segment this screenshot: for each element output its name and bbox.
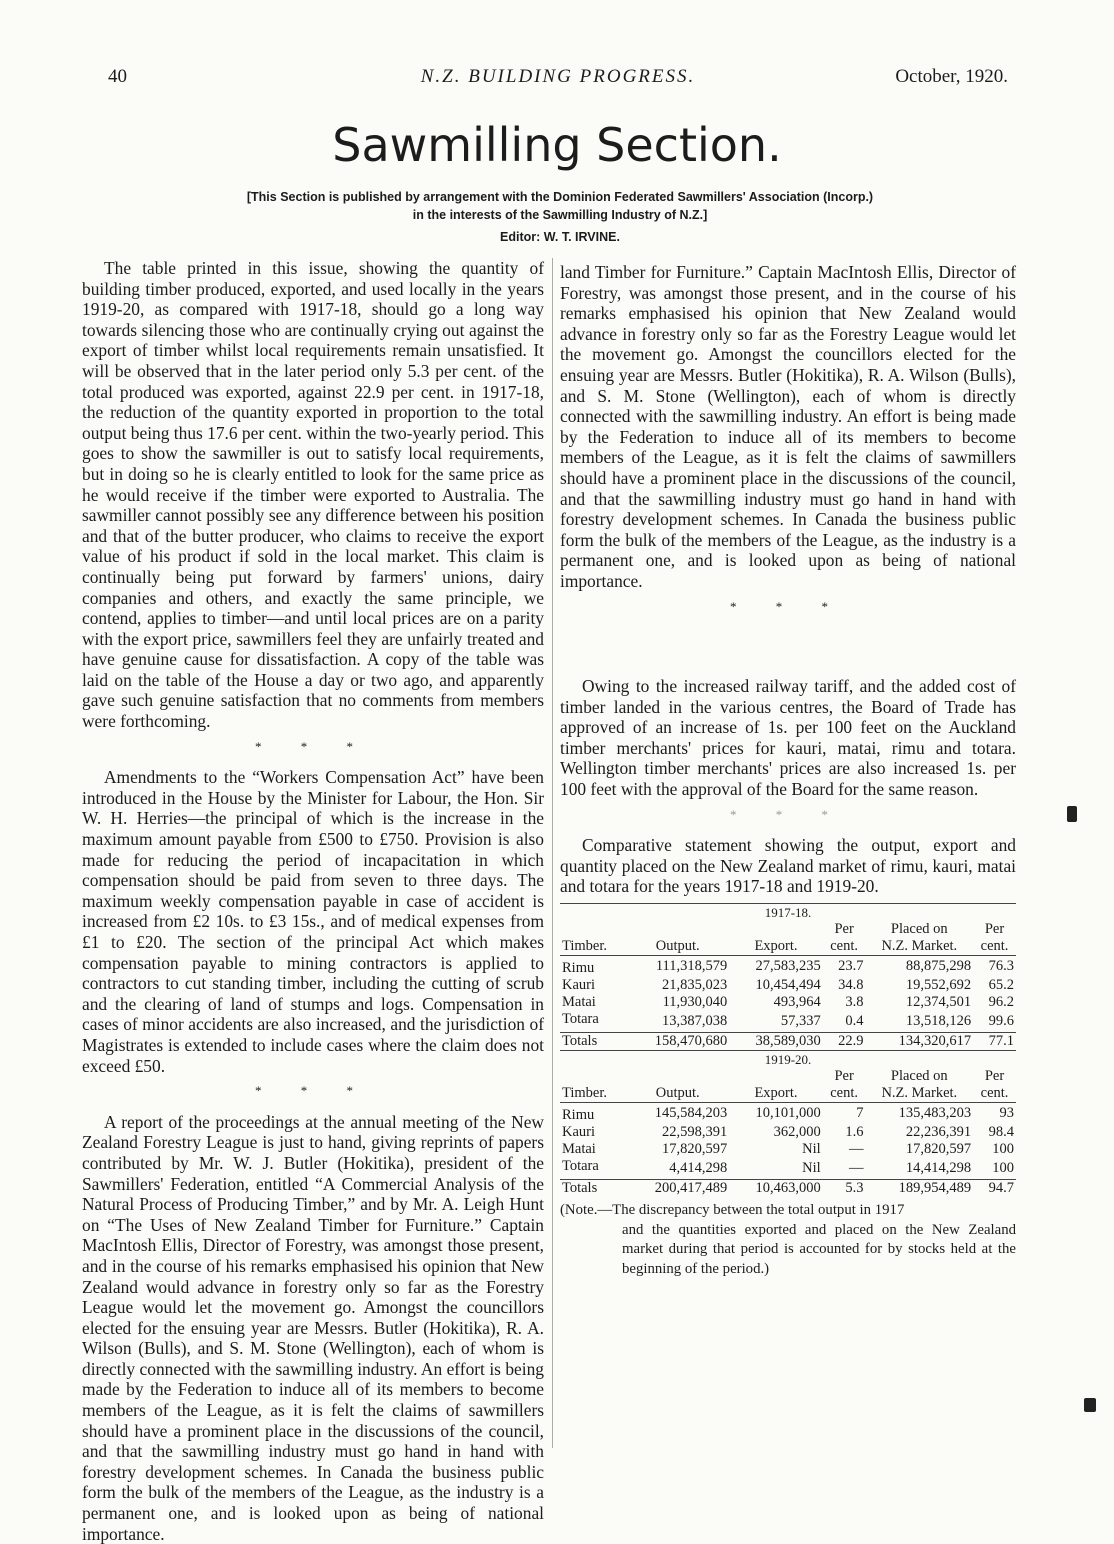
timber-comparison-table [560,903,1016,1197]
journal-title: N.Z. BUILDING PROGRESS. [420,66,696,87]
right-column-text [560,676,1016,1279]
col-header-output: Output. [626,1068,729,1103]
section-title: Sawmilling Section. [332,118,782,172]
column-divider [552,258,553,1448]
margin-ink-mark [1084,1398,1096,1412]
article-paragraph: A report of the proceedings at the annual meeting of the New Zealand Forestry League is just to hand, giving reprints of papers contributed by Mr. W. J. Butler (Hokitika), president of the Sawmillers' Federation, entitled “A Commercial Analysis of the Natural Process of Producing Timber,” and by Mr. A. Leigh Hunt on “The Uses of New Zealand Timber for Furniture.” Captain MacIntosh Ellis, Director of Forestry, was amongst those present, and in the course of his remarks emphasised his opinion that New Zealand would advance in forestry only so far as the Forestry League would let the movement go. Amongst the councillors elected for the ensuing year are Messrs. Butler (Hokitika), R. A. Wilson (Bulls), and S. M. Stone (Wellington), each of whom is directly connected with the sawmilling industry. An effort is being made by the Federation to induce all of its members to become members of the League, as it is felt the claims of sawmillers should have a prominent place in the discussions of the council, and that the sawmilling industry must go hand in hand with forestry development schemes. In Canada the business public form the bulk of the members of the League, as the industry is a permanent one, and is looked upon as being of national importance. [82,1111,544,1544]
col-header-placed: Placed on N.Z. Market. [866,921,974,956]
section-break: * * * [255,738,371,754]
table-row: Matai 17,820,597 Nil — 17,820,597 100 [562,1140,1014,1157]
article-paragraph-continued: land Timber for Furniture.” Captain MacIntosh Ellis, Director of Forestry, was amongst those present, and in the course of his remarks emphasised his opinion that New Zealand would advance in forestry only so far as the Forestry League would let the movement go. Amongst the councillors elected for the ensuing year are Messrs. Butler (Hokitika), R. A. Wilson (Bulls), and S. M. Stone (Wellington), each of whom is directly connected with the sawmilling industry. An effort is being made by the Federation to induce all of its members to become members of the League, as it is felt the claims of sawmillers should have a prominent place in the discussions of the council, and that the sawmilling industry must go hand in hand with forestry development schemes. In Canada the business public form the bulk of the members of the League, as the industry is a permanent one, and is looked upon as being of national importance. [560,262,1016,591]
page-number: 40 [108,66,127,87]
running-header [108,66,1008,96]
table-row: Rimu 111,318,579 27,583,235 23.7 88,875,298 76.3 [562,957,1014,976]
section-break: * * * [255,1083,371,1099]
margin-ink-mark [1067,806,1077,822]
col-header-export: Export. [729,1068,822,1103]
table-note-rest: and the quantities exported and placed on the New Zealand market during that period is accounted for by stocks held at the beginning of the period.) [622,1221,1016,1277]
section-break: * * * [730,806,846,822]
left-column [82,258,544,1544]
section-break: * * * [730,598,846,614]
table-note-lead: (Note.—The discrepancy between the total output in 1917 [560,1201,905,1218]
section-subtitle-line2: in the interests of the Sawmilling Industry of N.Z.] [412,208,708,222]
article-paragraph: Comparative statement showing the output, export and quantity placed on the New Zealand market of rimu, kauri, matai and totara for the years 1917-18 and 1919-20. [560,835,1016,897]
issue-date: October, 1920. [895,66,1008,87]
table-row: Rimu 145,584,203 10,101,000 7 135,483,203 93 [562,1104,1014,1123]
table-note [560,1201,1016,1279]
table-totals-row: Totals 200,417,489 10,463,000 5.3 189,954,489 94.7 [562,1179,1014,1196]
table-row: Kauri 22,598,391 362,000 1.6 22,236,391 98.4 [562,1123,1014,1140]
section-subtitle-line1: [This Section is published by arrangement with the Dominion Federated Sawmillers' Association (Incorp.) [246,190,874,204]
article-paragraph: Amendments to the “Workers Compensation Act” have been introduced in the House by the Minister for Labour, the Hon. Sir W. H. Herries—the principal of which is the increase in the maximum amount payable from £500 to £750. Provision is also made for reducing the period of incapacitation in which compensation should be paid from seven to three days. The maximum weekly compensation payable in case of accident is increased from £2 10s. to £3 15s., and of medical expenses from £1 to £20. The section of the principal Act which makes compensation payable to mining contractors is applied to contractors to cut standing timber, including the cutting of scrub and the clearing of land of stumps and logs. Compensation in cases of minor accidents are also increased, and the jurisdiction of Magistrates is extended to include cases where the claim does not exceed £50. [82,767,544,1076]
table-row: Totara 4,414,298 Nil — 14,414,298 100 [562,1157,1014,1176]
article-paragraph: The table printed in this issue, showing the quantity of building timber produced, exported, and used locally in the years 1919-20, as compared with 1917-18, should go a long way towards silencing those who are continually crying out against the export of timber whilst local requirements remain unsatisfied. It will be observed that in the later period only 5.3 per cent. of the total produced was exported, against 22.9 per cent. in 1917-18, the reduction of the quantity exported in proportion to the total output being thus 17.6 per cent. within the two-yearly period. This goes to show the sawmiller is out to satisfy local requirements, but in doing so he is clearly entitled to look for the same price as he would receive if the timber were exported to Australia. The sawmiller cannot possibly see any difference between his position and that of the butter producer, who claims to receive the export value of his product if sold in the local market. This claim is continually being put forward by farmers' unions, dairy companies and others, and exactly the same principle, we contend, applies to timber—and until local prices are on a parity with the export price, sawmillers feel they are unfairly treated and have genuine cause for dissatisfaction. A copy of the table was laid on the table of the House a day or two ago, and apparently gave such genuine satisfaction that no comments from members were forthcoming. [82,258,544,732]
table-row: Totara 13,387,038 57,337 0.4 13,518,126 99.6 [562,1010,1014,1029]
col-header-export: Export. [729,921,822,956]
col-header-timber: Timber. [560,1068,626,1103]
col-header-per-cent: Per cent. [823,921,866,956]
col-header-output: Output. [626,921,729,956]
col-header-placed: Placed on N.Z. Market. [866,1068,974,1103]
table-year-label: 1919-20. [764,1051,812,1067]
table-row: Matai 11,930,040 493,964 3.8 12,374,501 96.2 [562,993,1014,1010]
col-header-timber: Timber. [560,921,626,956]
table-year-label: 1917-18. [764,904,812,920]
article-paragraph: Owing to the increased railway tariff, and the added cost of timber landed in the various centres, the Board of Trade has approved of an increase of 1s. per 100 feet on the Auckland timber merchants' prices for kauri, matai, rimu and totara. Wellington timber merchants' prices are also increased 1s. per 100 feet with the approval of the Board for the same reason. [560,676,1016,799]
col-header-per-cent: Per cent. [973,1068,1016,1103]
col-header-per-cent: Per cent. [973,921,1016,956]
section-editor: Editor: W. T. IRVINE. [500,230,620,244]
table-totals-row: Totals 158,470,680 38,589,030 22.9 134,320,617 77.1 [562,1032,1014,1049]
table-row: Kauri 21,835,023 10,454,494 34.8 19,552,692 65.2 [562,976,1014,993]
col-header-per-cent: Per cent. [823,1068,866,1103]
